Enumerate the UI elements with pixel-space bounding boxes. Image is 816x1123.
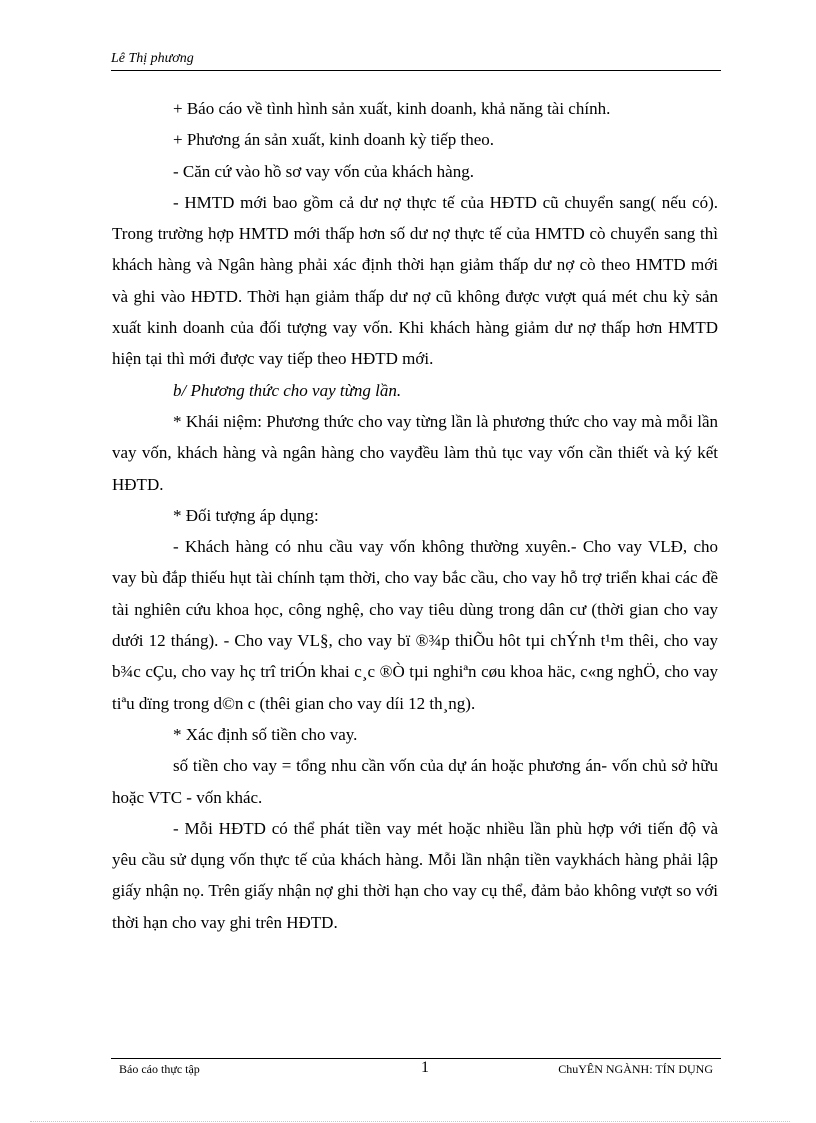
page-number: 1 [421, 1059, 429, 1076]
document-body [112, 93, 718, 938]
page-bottom-edge [30, 1121, 790, 1122]
paragraph-business-plan: + Phương án sản xuất, kinh doanh kỳ tiếp theo. [173, 130, 494, 150]
paragraph-disbursement: - Mỗi HĐTD có thể phát tiền vay mét hoặc nhiều lần phù hợp với tiến độ và yêu cầu sử dụng vốn thực tế của khách hàng. Mỗi lần nhận tiền vaykhách hàng phải lập giấy nhận nọ. Trên giấy nhận nợ ghi thời hạn cho vay cụ thể, đảm bảo không vượt so với thời hạn cho vay ghi trên HĐTD. [112, 818, 718, 932]
paragraph-applicable-subjects: * Đối tượng áp dụng: [173, 505, 319, 525]
paragraph-customer-needs: - Khách hàng có nhu cầu vay vốn không thường xuyên.- Cho vay VLĐ, cho vay bù đắp thiếu hụt tài chính tạm thời, cho vay bắc cầu, cho vay hỗ trợ triển khai các đề tài nghiên cứu khoa học, công nghệ, cho vay tiêu dùng trong dân cư (thời gian cho vay dưới 12 tháng). - Cho vay VL§, cho vay bï ®¾p thiÕu hôt tµi chÝnh t¹m thêi, cho vay b¾c cÇu, cho vay hç trî triÓn khai c¸c ®Ò tµi nghiªn cøu khoa häc, c«ng nghÖ, cho vay tiªu dïng trong d©n c (thêi gian cho vay díi 12 th¸ng). [112, 537, 718, 713]
footer-report-title: Báo cáo thực tập [119, 1062, 200, 1076]
paragraph-concept: * Khái niệm: Phương thức cho vay từng lần là phương thức cho vay mà mỗi lần vay vốn, khách hàng và ngân hàng cho vayđều làm thủ tục vay vốn cần thiết và ký kết HĐTD. [112, 411, 718, 494]
paragraph-loan-formula: số tiền cho vay = tổng nhu cần vốn của dự án hoặc phương án- vốn chủ sở hữu hoặc VTC - vốn khác. [112, 756, 718, 807]
page-footer [111, 1058, 721, 1079]
section-heading-single-loan: b/ Phương thức cho vay từng lần. [173, 380, 402, 400]
running-header [111, 48, 721, 71]
paragraph-credit-limit: - HMTD mới bao gồm cả dư nợ thực tế của HĐTD cũ chuyển sang( nếu có). Trong trường hợp HMTD mới thấp hơn số dư nợ thực tế của HMTD cò chuyển sang thì khách hàng và Ngân hàng phải xác định thời hạn giảm thấp dư nợ cò theo HMTD mới và ghi vào HĐTD. Thời hạn giảm thấp dư nợ cũ không được vượt quá mét chu kỳ sản xuất kinh doanh của đối tượng vay vốn. Khi khách hàng giảm dư nợ thấp hơn HMTD hiện tại thì mới được vay tiếp theo HĐTD mới. [112, 192, 718, 369]
header-author: Lê Thị phương [111, 51, 194, 66]
paragraph-loan-amount-heading: * Xác định số tiền cho vay. [173, 724, 358, 744]
footer-specialization: ChuYÊN NGÀNH: TÍN DỤNG [558, 1062, 713, 1076]
paragraph-report-status: + Báo cáo về tình hình sản xuất, kinh doanh, khả năng tài chính. [173, 99, 611, 118]
paragraph-loan-dossier: - Căn cứ vào hồ sơ vay vốn của khách hàng. [173, 161, 474, 181]
